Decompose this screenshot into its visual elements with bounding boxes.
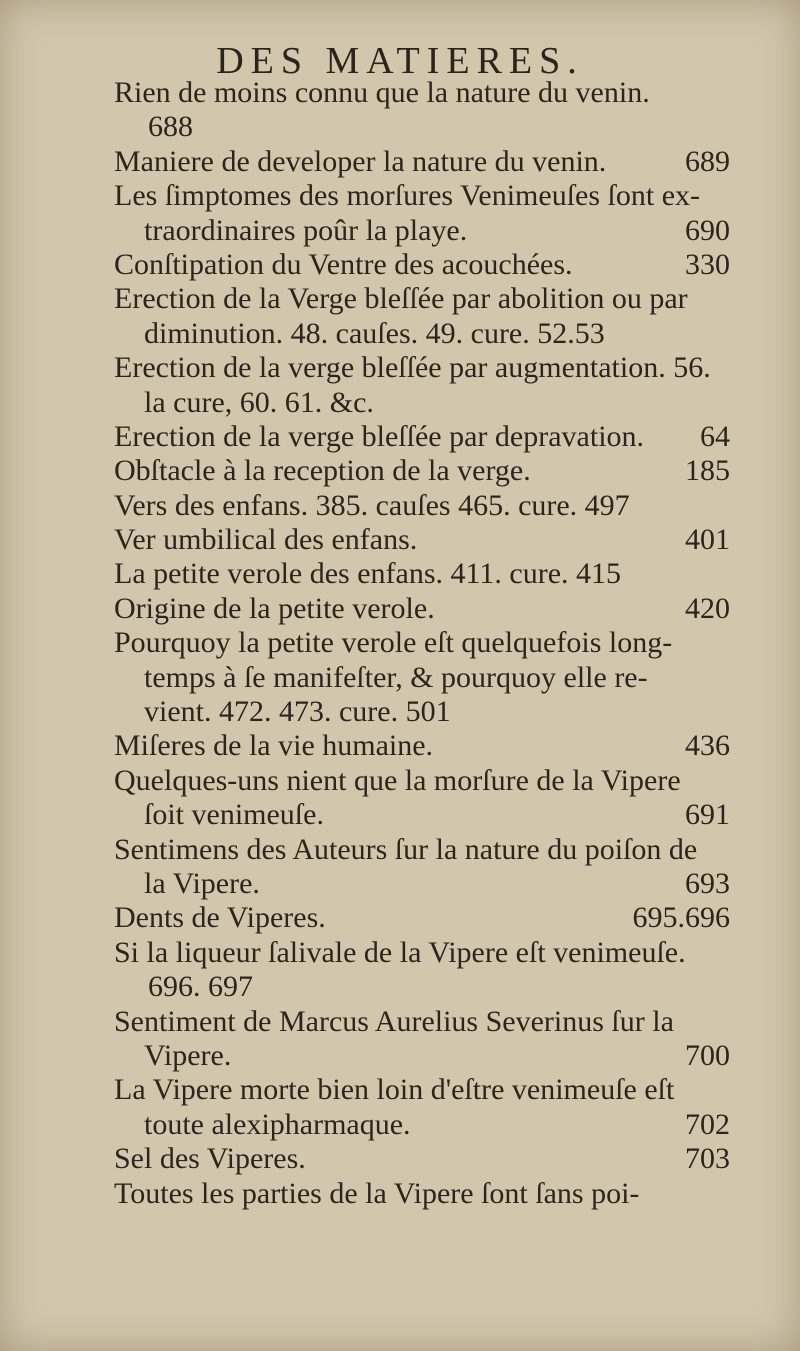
entry-page-number: 401 [685,523,730,557]
entry-page-number: 693 [685,866,730,900]
entry-text: Vers des enfans. 385. cauſes 465. cure. 497 [114,488,630,522]
entry-text: Erection de la Verge bleſſée par abolition ou par [114,282,688,316]
index-entry-line [0,729,800,763]
index-entry-continuation [0,110,800,144]
entry-text: 688 [148,110,193,144]
entry-page-number: 703 [685,1142,730,1176]
entry-text: Pourquoy la petite verole eſt quelquefois long- [114,626,673,660]
index-entry-line [0,833,800,867]
index-entry-line [0,1073,800,1107]
index-entry-continuation [0,214,800,248]
entry-text: Miſeres de la vie humaine. [114,729,434,763]
entry-text: Ver umbilical des enfans. [114,523,418,557]
entry-text: La petite verole des enfans. 411. cure. 415 [114,557,622,591]
index-entry-line [0,1005,800,1039]
entry-page-number: 185 [685,454,730,488]
index-entry-continuation [0,1039,800,1073]
index-entry-line [0,592,800,626]
entry-text: Dents de Viperes. [114,901,326,935]
index-entry-line [0,454,800,488]
entry-text: diminution. 48. cauſes. 49. cure. 52.53 [144,316,605,350]
index-entry-line [0,76,800,110]
entry-text: Sentiment de Marcus Aurelius Severinus ſur la [114,1004,674,1038]
index-entry-line [0,282,800,316]
entry-page-number: 436 [685,729,730,763]
entry-text: La Vipere morte bien loin d'eſtre venimeuſe eſt [114,1073,675,1107]
index-entry-line [0,557,800,591]
entry-page-number: 690 [685,213,730,247]
entry-text: Si la liqueur ſalivale de la Vipere eſt venimeuſe. [114,935,686,969]
entry-text: Erection de la verge bleſſée par augmentation. 56. [114,351,711,385]
index-entry-line [0,420,800,454]
entry-text: Sentimens des Auteurs ſur la nature du poiſon de [114,832,698,866]
index-entry-line [0,1142,800,1176]
index-entry-line [0,248,800,282]
index-entry-line [0,936,800,970]
entry-text: Conſtipation du Ventre des acouchées. [114,247,573,281]
index-entry-continuation [0,1108,800,1142]
entry-text: Sel des Viperes. [114,1142,306,1176]
entry-text: Origine de la petite verole. [114,591,435,625]
entry-text: Erection de la verge bleſſée par depravation. [114,419,645,453]
entry-text: ſoit venimeuſe. [144,798,324,832]
entry-text: toute alexipharmaque. [144,1107,411,1141]
entry-page-number: 330 [685,247,730,281]
index-entries [0,76,800,1211]
index-entry-continuation [0,970,800,1004]
entry-text: vient. 472. 473. cure. 501 [144,695,451,729]
entry-page-number: 689 [685,144,730,178]
page-header: DES MATIERES. [216,40,584,82]
entry-page-number: 700 [685,1038,730,1072]
index-entry-line [0,764,800,798]
entry-page-number: 702 [685,1107,730,1141]
entry-text: Rien de moins connu que la nature du venin. [114,76,650,109]
entry-text: Les ſimptomes des morſures Venimeuſes ſont ex- [114,179,701,213]
index-entry-line [0,179,800,213]
index-entry-continuation [0,386,800,420]
entry-text: Toutes les parties de la Vipere ſont ſans poi- [114,1176,640,1210]
entry-text: Obſtacle à la reception de la verge. [114,454,531,488]
index-entry-line [0,626,800,660]
index-entry-line [0,489,800,523]
index-entry-continuation [0,661,800,695]
entry-page-number: 695.696 [632,901,730,935]
index-entry-line [0,145,800,179]
index-entry-line [0,901,800,935]
index-entry-line [0,523,800,557]
index-entry-continuation [0,317,800,351]
index-entry-continuation [0,798,800,832]
entry-text: la cure, 60. 61. &c. [144,385,374,419]
entry-text: Quelques-uns nient que la morſure de la Vipere [114,763,681,797]
entry-text: Vipere. [144,1038,232,1072]
index-entry-line [0,351,800,385]
entry-page-number: 691 [685,798,730,832]
entry-text: traordinaires poûr la playe. [144,213,468,247]
entry-text: temps à ſe manifeſter, & pourquoy elle re- [144,660,648,694]
entry-text: Maniere de developer la nature du venin. [114,144,607,178]
entry-text: la Vipere. [144,866,260,900]
entry-page-number: 420 [685,591,730,625]
entry-page-number: 64 [700,419,730,453]
index-entry-continuation [0,867,800,901]
entry-text: 696. 697 [148,970,253,1004]
index-entry-continuation [0,695,800,729]
index-entry-line [0,1177,800,1211]
